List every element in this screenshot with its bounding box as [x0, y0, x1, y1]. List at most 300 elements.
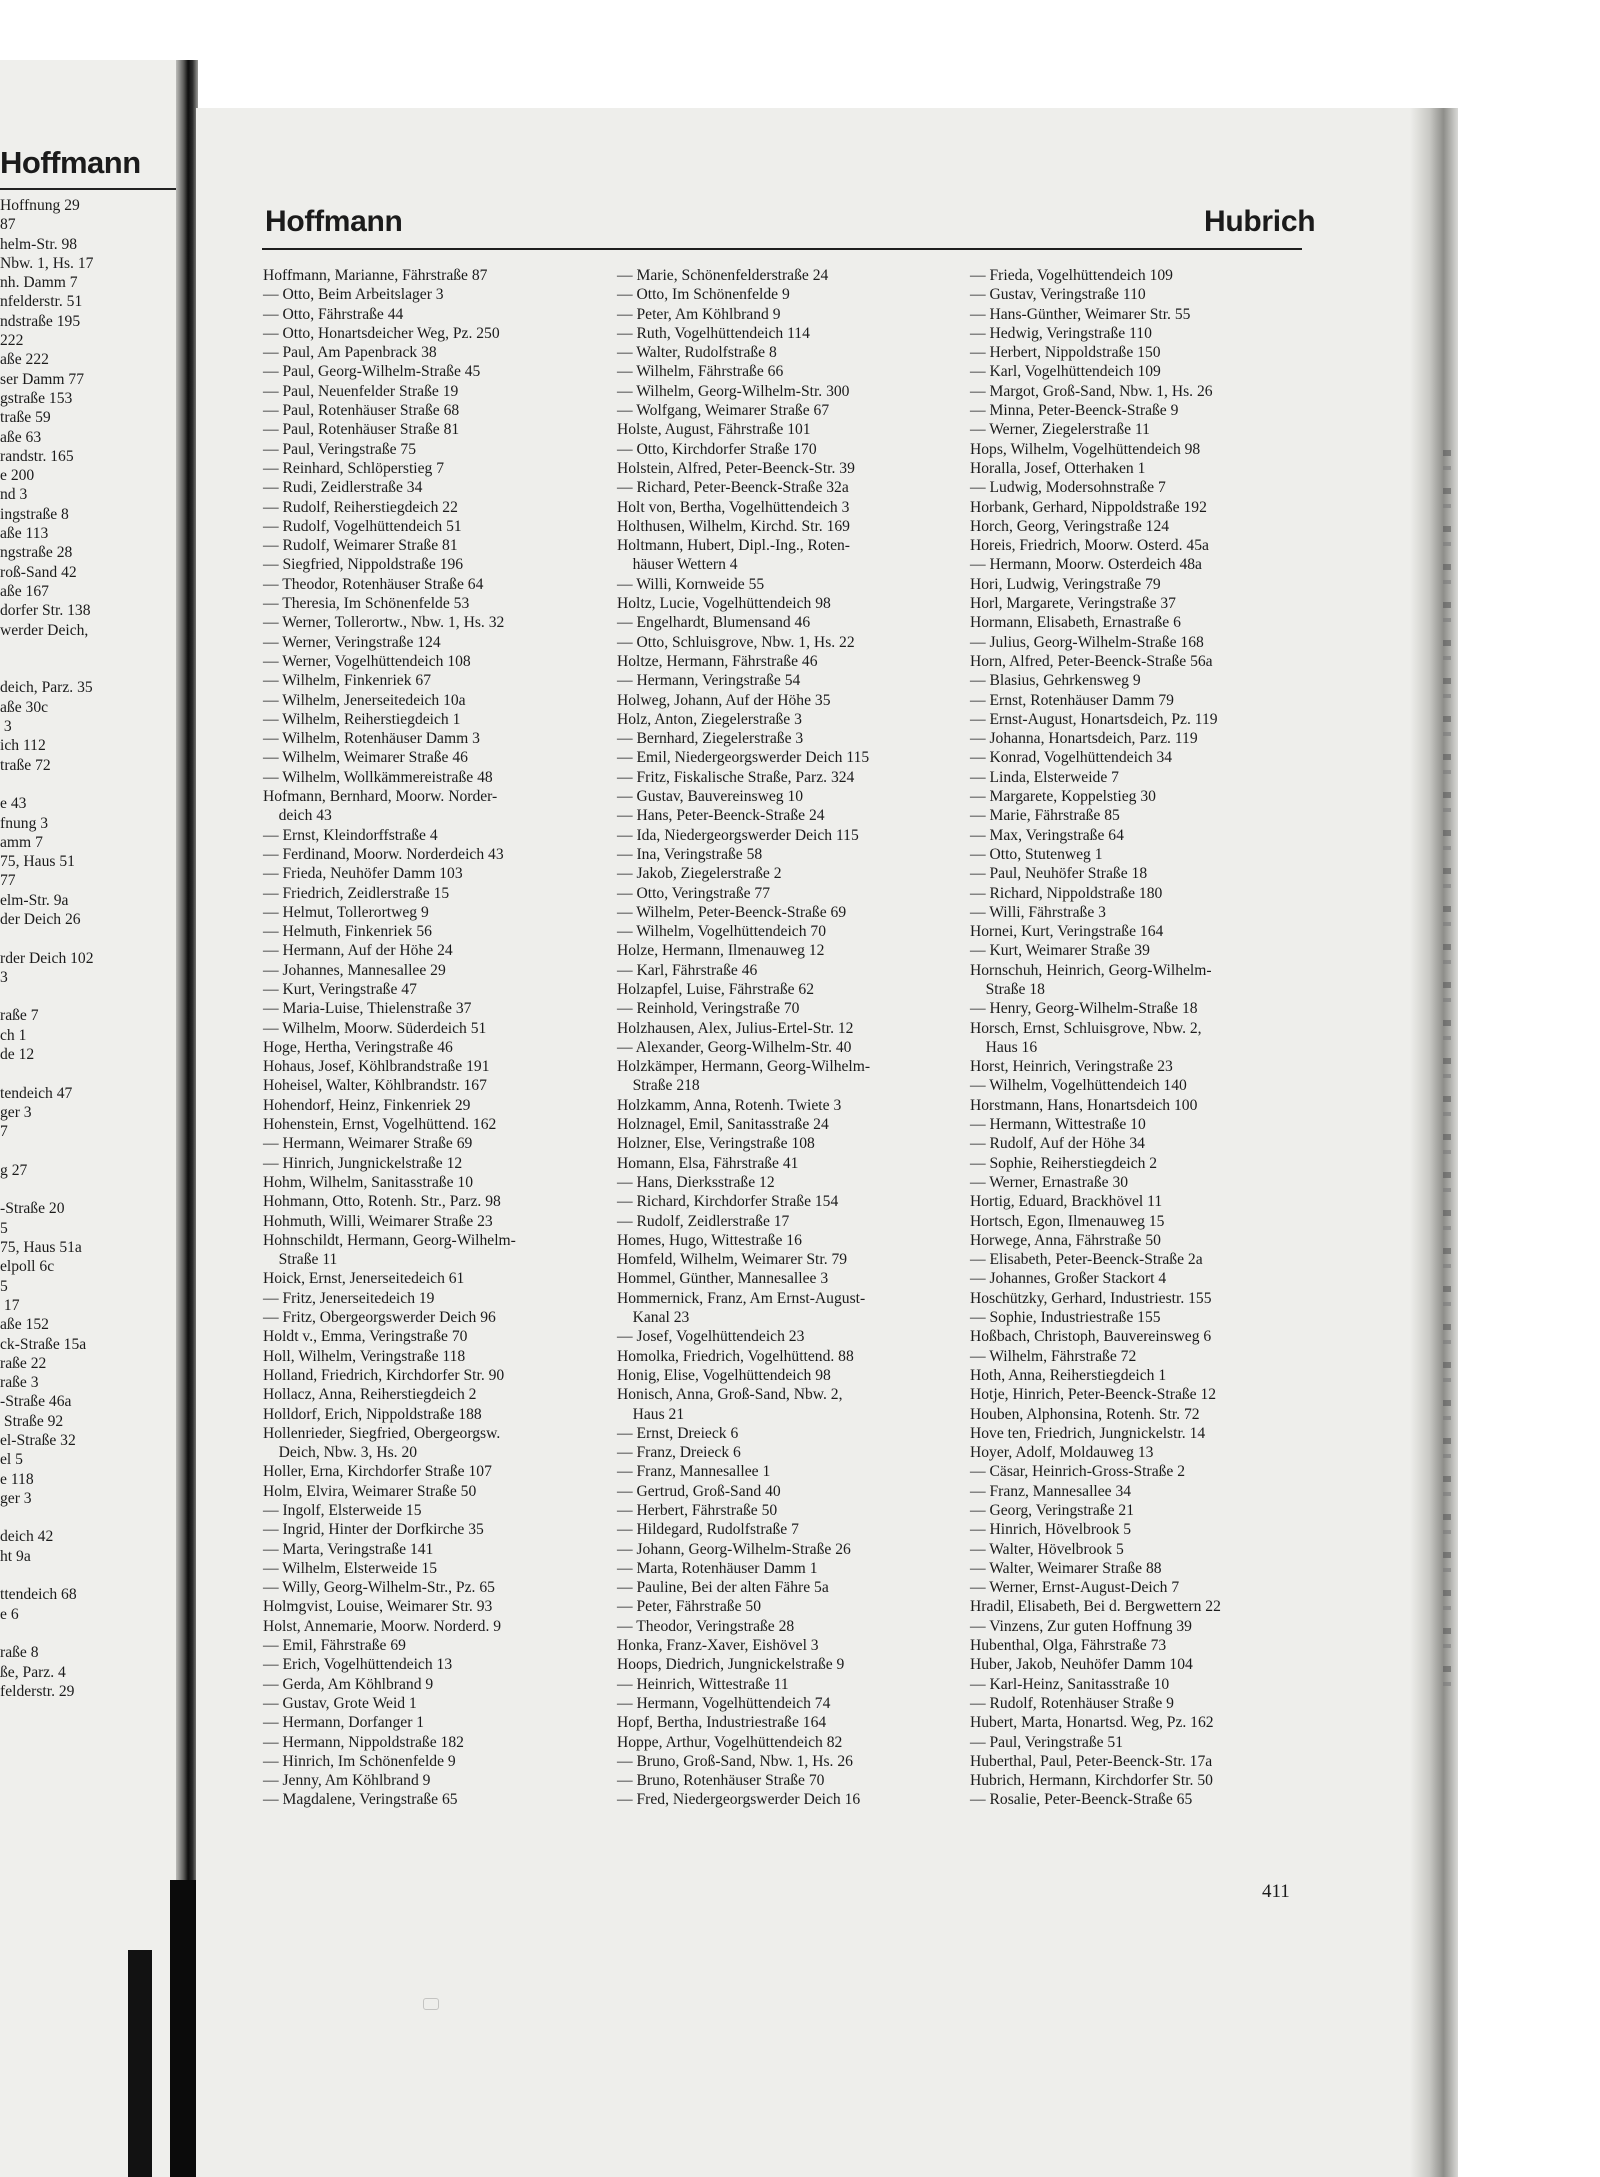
directory-entry: — Werner, Ernst-August-Deich 7 [970, 1579, 1180, 1597]
directory-entry: — Jenny, Am Köhlbrand 9 [263, 1772, 431, 1790]
facing-page-text [0, 196, 186, 1701]
directory-entry: Hofmann, Bernhard, Moorw. Norder- [263, 788, 498, 806]
facing-page-line: Nbw. 1, Hs. 17 [0, 254, 94, 272]
directory-entry: Holler, Erna, Kirchdorfer Straße 107 [263, 1463, 492, 1481]
directory-entry: — Rosalie, Peter-Beenck-Straße 65 [970, 1791, 1193, 1809]
directory-entry: Holz, Anton, Ziegelerstraße 3 [617, 710, 802, 728]
directory-entry: — Rudolf, Rotenhäuser Straße 9 [970, 1694, 1174, 1712]
facing-page-line: ndstraße 195 [0, 312, 81, 330]
running-header-right: Hubrich [1204, 205, 1316, 238]
directory-entry: — Johannes, Großer Stackort 4 [970, 1270, 1167, 1288]
directory-entry: — Helmuth, Finkenriek 56 [263, 923, 432, 941]
facing-page-line: elpoll 6c [0, 1258, 55, 1276]
directory-entry: — Ina, Veringstraße 58 [617, 845, 763, 863]
directory-entry: — Emil, Fährstraße 69 [263, 1637, 406, 1655]
directory-entry: — Linda, Elsterweide 7 [970, 768, 1119, 786]
directory-entry: — Ida, Niedergeorgswerder Deich 115 [617, 826, 859, 844]
directory-entry: — Fritz, Jenerseitedeich 19 [263, 1289, 435, 1307]
directory-entry: — Heinrich, Wittestraße 11 [617, 1675, 789, 1693]
directory-entry: Hubrich, Hermann, Kirchdorfer Str. 50 [970, 1772, 1213, 1790]
directory-entry: — Elisabeth, Peter-Beenck-Straße 2a [970, 1251, 1203, 1269]
directory-entry: — Paul, Veringstraße 51 [970, 1733, 1124, 1751]
directory-entry: — Ludwig, Modersohnstraße 7 [970, 479, 1166, 497]
directory-entry: — Ernst, Dreieck 6 [617, 1424, 739, 1442]
directory-entry: Horstmann, Hans, Honartsdeich 100 [970, 1096, 1198, 1114]
running-header-left: Hoffmann [265, 205, 403, 238]
directory-entry: Horwege, Anna, Fährstraße 50 [970, 1231, 1161, 1249]
directory-entry: — Paul, Neuhöfer Straße 18 [970, 865, 1148, 883]
directory-entry: — Peter, Am Köhlbrand 9 [617, 305, 781, 323]
directory-entry: — Alexander, Georg-Wilhelm-Str. 40 [617, 1038, 852, 1056]
directory-entry: Hoffmann, Marianne, Fährstraße 87 [263, 267, 488, 284]
facing-page-line: deich 42 [0, 1528, 54, 1546]
facing-page-line: Hoffnung 29 [0, 197, 80, 214]
facing-page-line: gstraße 153 [0, 389, 73, 407]
facing-page-line: de 12 [0, 1046, 35, 1064]
directory-entry: — Hermann, Wittestraße 10 [970, 1116, 1146, 1134]
directory-entry: — Pauline, Bei der alten Fähre 5a [617, 1579, 829, 1597]
directory-entry: Hradil, Elisabeth, Bei d. Bergwettern 22 [970, 1598, 1221, 1616]
facing-page-line: raße 3 [0, 1374, 39, 1392]
facing-page-line: ich 112 [0, 737, 46, 755]
facing-page-line: aße 152 [0, 1316, 49, 1334]
directory-entry: Haus 16 [970, 1038, 1038, 1056]
directory-entry: — Ferdinand, Moorw. Norderdeich 43 [263, 845, 504, 863]
directory-entry: — Hinrich, Hövelbrook 5 [970, 1521, 1132, 1539]
page-edge-marks [1443, 450, 1451, 1700]
facing-page-line: roß-Sand 42 [0, 563, 77, 581]
facing-page-line: ingstraße 8 [0, 505, 69, 523]
directory-entry: — Frieda, Vogelhüttendeich 109 [970, 267, 1173, 284]
facing-page-line: ck-Straße 15a [0, 1335, 87, 1353]
directory-entry: Hohmuth, Willi, Weimarer Straße 23 [263, 1212, 493, 1230]
directory-entry: Horsch, Ernst, Schluisgrove, Nbw. 2, [970, 1019, 1202, 1037]
facing-page-line [0, 929, 186, 948]
directory-entry: Hollacz, Anna, Reiherstiegdeich 2 [263, 1386, 477, 1404]
directory-entry: Hoheisel, Walter, Köhlbrandstr. 167 [263, 1077, 487, 1095]
directory-entry: — Werner, Ernastraße 30 [970, 1173, 1129, 1191]
directory-entry: Holdt v., Emma, Veringstraße 70 [263, 1328, 468, 1346]
directory-entry: — Hermann, Veringstraße 54 [617, 672, 801, 690]
gutter-shadow [128, 1950, 152, 2177]
directory-entry: — Willi, Kornweide 55 [617, 575, 765, 593]
facing-page-line: tendeich 47 [0, 1084, 73, 1102]
directory-entry: — Margot, Groß-Sand, Nbw. 1, Hs. 26 [970, 382, 1213, 400]
directory-entry: — Wilhelm, Peter-Beenck-Straße 69 [617, 903, 847, 921]
directory-entry: Holzner, Else, Veringstraße 108 [617, 1135, 815, 1153]
directory-entry: — Hildegard, Rudolfstraße 7 [617, 1521, 799, 1539]
directory-entry: Hohmann, Otto, Rotenh. Str., Parz. 98 [263, 1193, 501, 1211]
directory-entry: Hoppe, Arthur, Vogelhüttendeich 82 [617, 1733, 843, 1751]
facing-page-line: ser Damm 77 [0, 370, 85, 388]
directory-entry: — Ernst, Rotenhäuser Damm 79 [970, 691, 1174, 709]
facing-page-header: Hoffmann [0, 145, 141, 180]
directory-entry: Kanal 23 [617, 1309, 690, 1327]
directory-entry: — Wilhelm, Vogelhüttendeich 140 [970, 1077, 1187, 1095]
directory-entry: Hotje, Hinrich, Peter-Beenck-Straße 12 [970, 1386, 1217, 1404]
facing-page-line: ch 1 [0, 1026, 27, 1044]
directory-entry: — Wilhelm, Reiherstiegdeich 1 [263, 710, 461, 728]
facing-page-line: e 43 [0, 795, 27, 813]
directory-column-3 [970, 266, 1310, 1810]
directory-entry: — Margarete, Koppelstieg 30 [970, 788, 1156, 806]
directory-entry: Hortsch, Egon, Ilmenauweg 15 [970, 1212, 1165, 1230]
directory-entry: Holzhausen, Alex, Julius-Ertel-Str. 12 [617, 1019, 854, 1037]
facing-page-line: 5 [0, 1219, 8, 1237]
directory-entry: — Paul, Georg-Wilhelm-Straße 45 [263, 363, 481, 381]
facing-page-line [0, 640, 186, 659]
directory-entry: — Jakob, Ziegelerstraße 2 [617, 865, 782, 883]
directory-entry: Straße 218 [617, 1077, 700, 1095]
directory-entry: — Gustav, Grote Weid 1 [263, 1694, 417, 1712]
directory-entry: — Julius, Georg-Wilhelm-Straße 168 [970, 633, 1204, 651]
facing-page-line: 17 [0, 1296, 20, 1314]
directory-entry: Horalla, Josef, Otterhaken 1 [970, 459, 1146, 477]
directory-entry: Straße 11 [263, 1251, 338, 1269]
facing-page-line: randstr. 165 [0, 447, 74, 465]
directory-entry: Holm, Elvira, Weimarer Straße 50 [263, 1482, 477, 1500]
directory-entry: Hove ten, Friedrich, Jungnickelstr. 14 [970, 1424, 1206, 1442]
directory-entry: — Theodor, Rotenhäuser Straße 64 [263, 575, 484, 593]
directory-entry: Holweg, Johann, Auf der Höhe 35 [617, 691, 831, 709]
directory-entry: Holmgvist, Louise, Weimarer Str. 93 [263, 1598, 493, 1616]
directory-entry: — Paul, Rotenhäuser Straße 81 [263, 421, 460, 439]
directory-entry: Huber, Jakob, Neuhöfer Damm 104 [970, 1656, 1193, 1674]
facing-page-line: raße 7 [0, 1007, 39, 1025]
directory-entry: Hohaus, Josef, Köhlbrandstraße 191 [263, 1058, 490, 1076]
directory-entry: Hops, Wilhelm, Vogelhüttendeich 98 [970, 440, 1201, 458]
directory-entry: — Bruno, Groß-Sand, Nbw. 1, Hs. 26 [617, 1752, 853, 1770]
directory-entry: — Georg, Veringstraße 21 [970, 1502, 1134, 1519]
paper-speck [423, 1998, 439, 2010]
facing-page-line: e 118 [0, 1470, 34, 1488]
directory-entry: — Werner, Ziegelerstraße 11 [970, 421, 1150, 439]
directory-entry: — Gustav, Veringstraße 110 [970, 286, 1146, 304]
directory-entry: Holze, Hermann, Ilmenauweg 12 [617, 942, 825, 960]
directory-entry: — Magdalene, Veringstraße 65 [263, 1791, 458, 1809]
facing-page-line: el-Straße 32 [0, 1432, 76, 1449]
directory-entry: Hornei, Kurt, Veringstraße 164 [970, 923, 1164, 941]
directory-entry: — Hans, Dierksstraße 12 [617, 1173, 775, 1191]
directory-entry: — Wilhelm, Georg-Wilhelm-Str. 300 [617, 382, 850, 400]
facing-page-line: aße 113 [0, 525, 49, 543]
directory-entry: — Johann, Georg-Wilhelm-Straße 26 [617, 1540, 851, 1558]
facing-page-line [0, 1566, 186, 1585]
directory-entry: Hoyer, Adolf, Moldauweg 13 [970, 1444, 1154, 1462]
facing-page-line: helm-Str. 98 [0, 235, 78, 253]
directory-entry: — Marta, Rotenhäuser Damm 1 [617, 1559, 818, 1577]
facing-page-line: 222 [0, 332, 24, 350]
facing-page-line: 3 [0, 718, 12, 736]
directory-entry: — Fritz, Fiskalische Straße, Parz. 324 [617, 768, 855, 786]
facing-page-line: werder Deich, [0, 621, 89, 639]
directory-entry: — Rudolf, Zeidlerstraße 17 [617, 1212, 790, 1230]
facing-page-line: nd 3 [0, 486, 28, 504]
facing-page-line: deich, Parz. 35 [0, 679, 93, 697]
facing-page-line: raße 22 [0, 1354, 47, 1372]
facing-page-line: 75, Haus 51 [0, 853, 75, 871]
directory-entry: Hoops, Diedrich, Jungnickelstraße 9 [617, 1656, 845, 1674]
facing-page-line: 75, Haus 51a [0, 1239, 82, 1257]
directory-entry: — Fritz, Obergeorgswerder Deich 96 [263, 1309, 496, 1327]
directory-entry: — Marie, Schönenfelderstraße 24 [617, 267, 829, 284]
directory-entry: Hormann, Elisabeth, Ernastraße 6 [970, 614, 1181, 632]
directory-entry: — Emil, Niedergeorgswerder Deich 115 [617, 749, 870, 767]
directory-entry: Horl, Margarete, Veringstraße 37 [970, 595, 1176, 613]
directory-entry: — Konrad, Vogelhüttendeich 34 [970, 749, 1173, 767]
directory-entry: — Hermann, Auf der Höhe 24 [263, 942, 453, 960]
directory-entry: Hopf, Bertha, Industriestraße 164 [617, 1714, 827, 1732]
facing-page-line: ngstraße 28 [0, 544, 73, 562]
directory-entry: Honig, Elise, Vogelhüttendeich 98 [617, 1366, 831, 1384]
directory-entry: — Ernst, Kleindorffstraße 4 [263, 826, 438, 844]
directory-entry: — Max, Veringstraße 64 [970, 826, 1124, 844]
directory-entry: — Karl-Heinz, Sanitasstraße 10 [970, 1675, 1170, 1693]
facing-page-line: fnung 3 [0, 814, 49, 832]
directory-entry: — Erich, Vogelhüttendeich 13 [263, 1656, 453, 1674]
directory-entry: Haus 21 [617, 1405, 685, 1423]
directory-entry: — Walter, Weimarer Straße 88 [970, 1559, 1162, 1577]
directory-entry: — Ruth, Vogelhüttendeich 114 [617, 324, 810, 342]
directory-entry: — Rudolf, Reiherstiegdeich 22 [263, 498, 458, 516]
facing-page-line: dorfer Str. 138 [0, 602, 91, 620]
directory-entry: Holl, Wilhelm, Veringstraße 118 [263, 1347, 466, 1365]
header-rule [262, 248, 1302, 250]
facing-page-line [0, 987, 186, 1006]
facing-page-line: -Straße 20 [0, 1200, 65, 1218]
facing-page-line: elm-Str. 9a [0, 891, 69, 909]
directory-entry: — Frieda, Neuhöfer Damm 103 [263, 865, 463, 883]
directory-entry: Hohenstein, Ernst, Vogelhüttend. 162 [263, 1116, 497, 1134]
directory-entry: Holstein, Alfred, Peter-Beenck-Str. 39 [617, 459, 855, 477]
directory-entry: Hoick, Ernst, Jenerseitedeich 61 [263, 1270, 465, 1288]
directory-entry: — Sophie, Reiherstiegdeich 2 [970, 1154, 1158, 1172]
directory-entry: Hommel, Günther, Mannesallee 3 [617, 1270, 829, 1288]
directory-entry: Horn, Alfred, Peter-Beenck-Straße 56a [970, 652, 1213, 670]
facing-page-line: ße, Parz. 4 [0, 1663, 66, 1681]
directory-entry: Homfeld, Wilhelm, Weimarer Str. 79 [617, 1251, 848, 1269]
directory-entry: — Otto, Kirchdorfer Straße 170 [617, 440, 817, 458]
directory-entry: — Walter, Hövelbrook 5 [970, 1540, 1124, 1558]
directory-entry: — Cäsar, Heinrich-Gross-Straße 2 [970, 1463, 1186, 1481]
directory-entry: — Gustav, Bauvereinsweg 10 [617, 788, 804, 806]
directory-column-1 [263, 266, 603, 1810]
directory-entry: Hortig, Eduard, Brackhövel 11 [970, 1193, 1163, 1211]
directory-entry: — Siegfried, Nippoldstraße 196 [263, 556, 464, 574]
directory-entry: — Vinzens, Zur guten Hoffnung 39 [970, 1617, 1192, 1635]
directory-entry: — Otto, Schluisgrove, Nbw. 1, Hs. 22 [617, 633, 855, 651]
directory-entry: Holst, Annemarie, Moorw. Norderd. 9 [263, 1617, 502, 1635]
directory-entry: — Hinrich, Jungnickelstraße 12 [263, 1154, 463, 1172]
directory-entry: — Karl, Fährstraße 46 [617, 961, 758, 979]
directory-entry: Hubert, Marta, Honartsd. Weg, Pz. 162 [970, 1714, 1214, 1732]
facing-page-line: traße 72 [0, 756, 51, 774]
directory-entry: Hoßbach, Christoph, Bauvereinsweg 6 [970, 1328, 1212, 1346]
directory-entry: — Theresia, Im Schönenfelde 53 [263, 595, 470, 613]
directory-entry: — Friedrich, Zeidlerstraße 15 [263, 884, 450, 902]
facing-page-line: 3 [0, 968, 8, 986]
directory-entry: Homann, Elsa, Fährstraße 41 [617, 1154, 799, 1172]
directory-entry: — Johannes, Mannesallee 29 [263, 961, 446, 979]
facing-page-line [0, 775, 186, 794]
directory-entry: — Wilhelm, Jenerseitedeich 10a [263, 691, 466, 709]
directory-entry: Huberthal, Paul, Peter-Beenck-Str. 17a [970, 1752, 1213, 1770]
directory-entry: — Reinhold, Veringstraße 70 [617, 1000, 800, 1018]
directory-entry: — Paul, Neuenfelder Straße 19 [263, 382, 459, 400]
directory-entry: Holzapfel, Luise, Fährstraße 62 [617, 980, 815, 998]
directory-entry: — Kurt, Weimarer Straße 39 [970, 942, 1150, 960]
facing-page-line: rder Deich 102 [0, 949, 94, 967]
directory-column-2 [617, 266, 957, 1810]
directory-entry: — Reinhard, Schlöperstieg 7 [263, 459, 445, 477]
facing-page-line [0, 1142, 186, 1161]
directory-entry: — Paul, Rotenhäuser Straße 68 [263, 402, 460, 420]
facing-page-line: nh. Damm 7 [0, 274, 78, 292]
facing-page-line [0, 1508, 186, 1527]
directory-entry: Hubenthal, Olga, Fährstraße 73 [970, 1637, 1167, 1655]
facing-page-line: 87 [0, 216, 16, 234]
directory-entry: — Bernhard, Ziegelerstraße 3 [617, 730, 804, 748]
directory-entry: — Otto, Stutenweg 1 [970, 845, 1103, 863]
directory-entry: Holtz, Lucie, Vogelhüttendeich 98 [617, 595, 831, 613]
directory-entry: — Wilhelm, Vogelhüttendeich 70 [617, 923, 826, 941]
directory-entry: — Rudi, Zeidlerstraße 34 [263, 479, 423, 497]
directory-entry: — Willy, Georg-Wilhelm-Str., Pz. 65 [263, 1579, 495, 1597]
directory-entry: — Otto, Honartsdeicher Weg, Pz. 250 [263, 324, 500, 342]
facing-page-rule [0, 188, 185, 190]
facing-page-line: 77 [0, 872, 16, 890]
directory-entry: — Hermann, Dorfanger 1 [263, 1714, 425, 1732]
directory-entry: Holtmann, Hubert, Dipl.-Ing., Roten- [617, 537, 851, 555]
facing-page-line: aße 30c [0, 698, 49, 716]
directory-entry: — Minna, Peter-Beenck-Straße 9 [970, 402, 1179, 420]
directory-entry: — Hermann, Weimarer Straße 69 [263, 1135, 473, 1153]
directory-entry: — Otto, Beim Arbeitslager 3 [263, 286, 444, 304]
facing-page-line: aße 63 [0, 428, 42, 446]
directory-entry: — Werner, Veringstraße 124 [263, 633, 441, 651]
directory-entry: — Rudolf, Auf der Höhe 34 [970, 1135, 1145, 1153]
directory-entry: Hori, Ludwig, Veringstraße 79 [970, 575, 1161, 593]
directory-entry: Holzkämper, Hermann, Georg-Wilhelm- [617, 1058, 871, 1076]
directory-entry: Deich, Nbw. 3, Hs. 20 [263, 1444, 418, 1462]
directory-entry: Hommernick, Franz, Am Ernst-August- [617, 1289, 866, 1307]
directory-entry: — Wilhelm, Rotenhäuser Damm 3 [263, 730, 480, 748]
directory-entry: — Marta, Veringstraße 141 [263, 1540, 434, 1558]
directory-entry: — Franz, Dreieck 6 [617, 1444, 741, 1462]
directory-entry: — Gerda, Am Köhlbrand 9 [263, 1675, 434, 1693]
facing-page-line: ger 3 [0, 1489, 32, 1507]
directory-entry: — Richard, Peter-Beenck-Straße 32a [617, 479, 849, 497]
directory-entry: — Hans, Peter-Beenck-Straße 24 [617, 807, 825, 825]
directory-entry: — Hermann, Nippoldstraße 182 [263, 1733, 464, 1751]
directory-entry: — Bruno, Rotenhäuser Straße 70 [617, 1772, 825, 1790]
directory-entry: — Herbert, Nippoldstraße 150 [970, 344, 1161, 362]
directory-entry: Holznagel, Emil, Sanitasstraße 24 [617, 1116, 829, 1134]
directory-entry: — Marie, Fährstraße 85 [970, 807, 1120, 825]
directory-entry: — Wilhelm, Elsterweide 15 [263, 1559, 438, 1577]
page-number: 411 [1262, 1881, 1290, 1902]
directory-entry: — Otto, Veringstraße 77 [617, 884, 771, 902]
directory-entry: — Ingrid, Hinter der Dorfkirche 35 [263, 1521, 484, 1539]
facing-page-line: el 5 [0, 1451, 23, 1469]
directory-entry: — Wilhelm, Fährstraße 66 [617, 363, 784, 381]
facing-page-line [0, 659, 186, 678]
directory-entry: — Ingolf, Elsterweide 15 [263, 1502, 422, 1519]
facing-page-line: der Deich 26 [0, 910, 81, 928]
facing-page-line: amm 7 [0, 833, 43, 851]
directory-entry: — Richard, Nippoldstraße 180 [970, 884, 1163, 902]
directory-entry: Hohm, Wilhelm, Sanitasstraße 10 [263, 1173, 474, 1191]
directory-entry: — Rudolf, Weimarer Straße 81 [263, 537, 458, 555]
directory-entry: Holthusen, Wilhelm, Kirchd. Str. 169 [617, 517, 850, 535]
facing-page-line: aße 222 [0, 351, 49, 369]
directory-entry: — Werner, Vogelhüttendeich 108 [263, 652, 471, 670]
directory-entry: — Wolfgang, Weimarer Straße 67 [617, 402, 830, 420]
directory-entry: Horch, Georg, Veringstraße 124 [970, 517, 1170, 535]
directory-entry: — Franz, Mannesallee 1 [617, 1463, 771, 1481]
facing-page-line: -Straße 46a [0, 1393, 72, 1411]
directory-entry: — Peter, Fährstraße 50 [617, 1598, 762, 1616]
directory-entry: Houben, Alphonsina, Rotenh. Str. 72 [970, 1405, 1200, 1423]
directory-entry: — Blasius, Gehrkensweg 9 [970, 672, 1141, 690]
facing-page-line [0, 1624, 186, 1643]
directory-entry: Hohendorf, Heinz, Finkenriek 29 [263, 1096, 471, 1114]
directory-entry: — Wilhelm, Moorw. Süderdeich 51 [263, 1019, 487, 1037]
directory-entry: — Herbert, Fährstraße 50 [617, 1502, 778, 1519]
directory-entry: — Hans-Günther, Weimarer Str. 55 [970, 305, 1191, 323]
facing-page-line: ttendeich 68 [0, 1586, 77, 1604]
facing-page-line: e 200 [0, 467, 35, 485]
directory-entry: — Otto, Im Schönenfelde 9 [617, 286, 790, 304]
directory-entry: — Otto, Fährstraße 44 [263, 305, 404, 323]
directory-entry: Horst, Heinrich, Veringstraße 23 [970, 1058, 1173, 1076]
directory-entry: deich 43 [263, 807, 332, 825]
directory-entry: — Werner, Tollerortw., Nbw. 1, Hs. 32 [263, 614, 505, 632]
facing-page-line [0, 1064, 186, 1083]
facing-page-line: ht 9a [0, 1547, 31, 1565]
directory-entry: — Henry, Georg-Wilhelm-Straße 18 [970, 1000, 1198, 1018]
directory-entry: — Richard, Kirchdorfer Straße 154 [617, 1193, 839, 1211]
facing-page-line: 5 [0, 1277, 8, 1295]
directory-entry: — Engelhardt, Blumensand 46 [617, 614, 811, 632]
directory-entry: Straße 18 [970, 980, 1045, 998]
directory-entry: — Walter, Rudolfstraße 8 [617, 344, 777, 362]
facing-page-line [0, 1180, 186, 1199]
directory-entry: — Hermann, Vogelhüttendeich 74 [617, 1694, 831, 1712]
directory-entry: — Wilhelm, Finkenriek 67 [263, 672, 431, 690]
facing-page-line: aße 167 [0, 582, 49, 600]
facing-page-line: felderstr. 29 [0, 1682, 75, 1700]
directory-entry: Honisch, Anna, Groß-Sand, Nbw. 2, [617, 1386, 843, 1404]
directory-entry: Hoth, Anna, Reiherstiegdeich 1 [970, 1366, 1167, 1384]
directory-entry: — Paul, Am Papenbrack 38 [263, 344, 437, 362]
directory-entry: — Paul, Veringstraße 75 [263, 440, 417, 458]
directory-entry: — Helmut, Tollerortweg 9 [263, 903, 429, 921]
directory-entry: — Karl, Vogelhüttendeich 109 [970, 363, 1161, 381]
book-spine [176, 60, 198, 2177]
directory-entry: — Fred, Niedergeorgswerder Deich 16 [617, 1791, 861, 1809]
directory-entry: — Wilhelm, Fährstraße 72 [970, 1347, 1137, 1365]
directory-entry: Honka, Franz-Xaver, Eishövel 3 [617, 1637, 819, 1655]
directory-entry: Hohnschildt, Hermann, Georg-Wilhelm- [263, 1231, 516, 1249]
directory-entry: Homolka, Friedrich, Vogelhüttend. 88 [617, 1347, 854, 1365]
directory-entry: — Johanna, Honartsdeich, Parz. 119 [970, 730, 1198, 748]
directory-entry: Horbank, Gerhard, Nippoldstraße 192 [970, 498, 1207, 516]
directory-entry: Homes, Hugo, Wittestraße 16 [617, 1231, 802, 1249]
directory-entry: — Sophie, Industriestraße 155 [970, 1309, 1161, 1327]
directory-entry: Holzkamm, Anna, Rotenh. Twiete 3 [617, 1096, 842, 1114]
directory-entry: — Theodor, Veringstraße 28 [617, 1617, 795, 1635]
